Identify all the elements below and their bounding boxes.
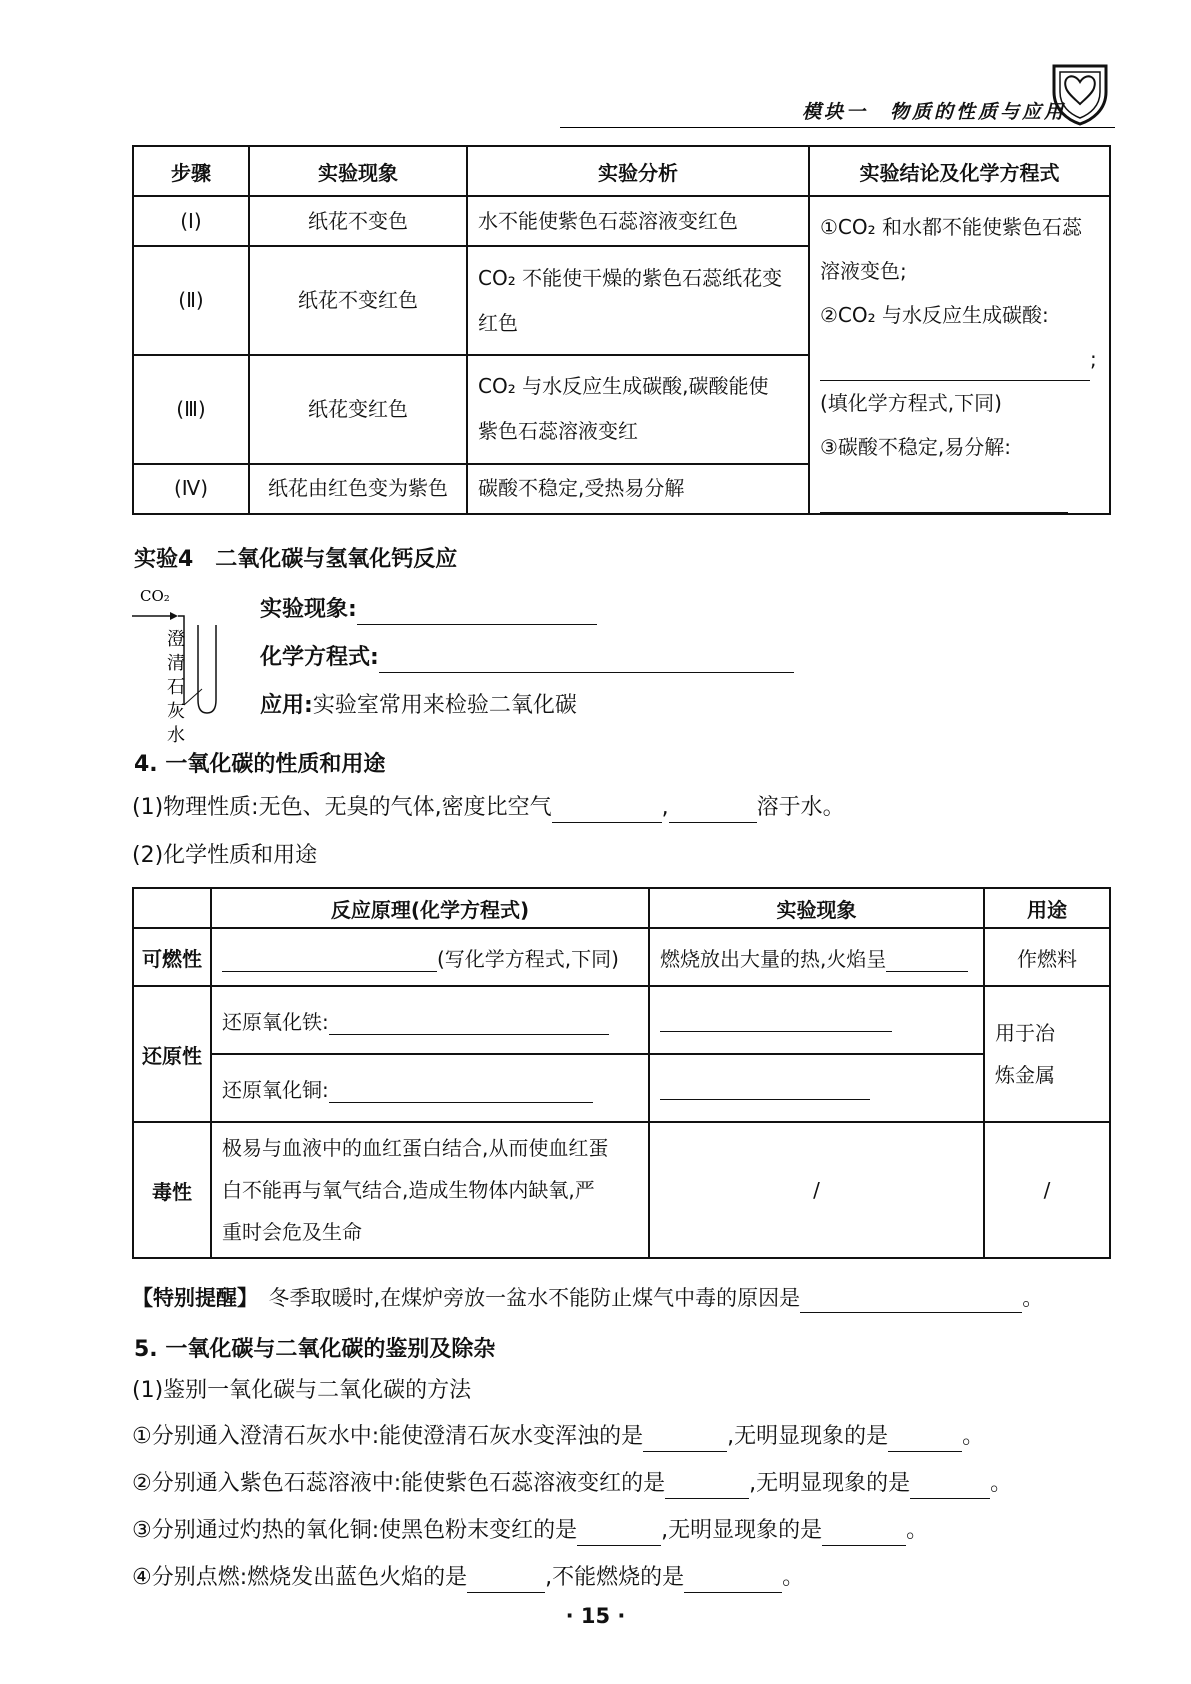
conclusion-line-5: (填化学方程式,下同) (820, 391, 1002, 415)
analysis-cell: CO₂ 不能使干燥的紫色石蕊纸花变 红色 (467, 246, 809, 355)
col-header-step: 步骤 (133, 146, 249, 196)
toxicity-principle: 极易与血液中的血红蛋白结合,从而使血红蛋 白不能再与氧气结合,造成生物体内缺氧,严 重时会危及生命 (211, 1122, 649, 1258)
analysis-cell: 水不能使紫色石蕊溶液变红色 (467, 196, 809, 246)
svg-text:石: 石 (167, 677, 185, 698)
conclusion-line-1: ①CO₂ 和水都不能使紫色石蕊 (820, 215, 1083, 239)
exp4-equation: 化学方程式: (260, 643, 794, 673)
table-row (133, 196, 1110, 246)
combustion-phenomenon: 燃烧放出大量的热,火焰呈 (649, 928, 984, 986)
conclusion-cell (809, 196, 1110, 514)
header-rule (560, 127, 1115, 128)
svg-text:清: 清 (167, 653, 185, 674)
col-header-phenomenon: 实验现象 (249, 146, 467, 196)
step-cell: (Ⅲ) (133, 355, 249, 464)
table-row (133, 1054, 1110, 1122)
conclusion-blank-2 (820, 469, 1099, 513)
reduction-fe-phenomenon (649, 986, 984, 1054)
method-1: ①分别通入澄清石灰水中:能使澄清石灰水变浑浊的是 ,无明显现象的是 。 (132, 1422, 984, 1452)
toxicity-phenomenon: / (649, 1122, 984, 1258)
conclusion-line-3: ②CO₂ 与水反应生成碳酸: (820, 303, 1049, 327)
method-2: ②分别通入紫色石蕊溶液中:能使紫色石蕊溶液变红的是 ,无明显现象的是 。 (132, 1469, 1012, 1499)
co-properties-table (132, 887, 1111, 1259)
co2-experiment-table (132, 145, 1111, 515)
svg-text:澄: 澄 (167, 629, 185, 650)
section5-title: 5. 一氧化碳与二氧化碳的鉴别及除杂 (134, 1337, 496, 1362)
analysis-cell: 碳酸不稳定,受热易分解 (467, 464, 809, 514)
reduction-use: 用于冶 炼金属 (984, 986, 1110, 1122)
method-3: ③分别通过灼热的氧化铜:使黑色粉末变红的是 ,无明显现象的是 。 (132, 1516, 928, 1546)
toxicity-use: / (984, 1122, 1110, 1258)
svg-text:灰: 灰 (167, 701, 185, 722)
analysis-cell: CO₂ 与水反应生成碳酸,碳酸能使 紫色石蕊溶液变红 (467, 355, 809, 464)
col-header-phenomenon: 实验现象 (649, 888, 984, 928)
combustion-label: 可燃性 (133, 928, 211, 986)
step-cell: (Ⅰ) (133, 196, 249, 246)
phenomenon-cell: 纸花不变红色 (249, 246, 467, 355)
col-header-blank (133, 888, 211, 928)
exp4-title: 实验4 二氧化碳与氢氧化钙反应 (134, 547, 458, 572)
reduction-cu: 还原氧化铜: (211, 1054, 649, 1122)
section5-subtitle: (1)鉴别一氧化碳与二氧化碳的方法 (132, 1378, 472, 1403)
combustion-use: 作燃料 (984, 928, 1110, 986)
co-physical-properties: (1)物理性质:无色、无臭的气体,密度比空气 , 溶于水。 (132, 793, 845, 823)
col-header-conclusion: 实验结论及化学方程式 (809, 146, 1110, 196)
combustion-principle: (写化学方程式,下同) (211, 928, 649, 986)
phenomenon-cell: 纸花不变色 (249, 196, 467, 246)
method-4: ④分别点燃:燃烧发出蓝色火焰的是 ,不能燃烧的是 。 (132, 1563, 804, 1593)
conclusion-line-2: 溶液变色; (820, 259, 907, 283)
module-title: 模块一 物质的性质与应用 (801, 101, 1066, 123)
conclusion-line-6: ③碳酸不稳定,易分解: (820, 435, 1012, 459)
reduction-cu-phenomenon (649, 1054, 984, 1122)
col-header-analysis: 实验分析 (467, 146, 809, 196)
svg-text:CO₂: CO₂ (140, 587, 170, 605)
step-cell: (Ⅳ) (133, 464, 249, 514)
phenomenon-cell: 纸花变红色 (249, 355, 467, 464)
toxicity-label: 毒性 (133, 1122, 211, 1258)
phenomenon-cell: 纸花由红色变为紫色 (249, 464, 467, 514)
publisher-logo (1048, 60, 1112, 126)
reduction-label: 还原性 (133, 986, 211, 1122)
table-row (133, 1122, 1110, 1258)
co-chemical-properties-heading: (2)化学性质和用途 (132, 843, 318, 868)
svg-text:水: 水 (167, 725, 185, 746)
step-cell: (Ⅱ) (133, 246, 249, 355)
exp4-phenomenon: 实验现象: (260, 595, 597, 625)
conclusion-blank-1: ; (820, 337, 1099, 381)
section4-title: 4. 一氧化碳的性质和用途 (134, 752, 386, 777)
col-header-principle: 反应原理(化学方程式) (211, 888, 649, 928)
col-header-use: 用途 (984, 888, 1110, 928)
exp4-application: 应用:实验室常用来检验二氧化碳 (260, 693, 577, 718)
table-row (133, 986, 1110, 1054)
special-reminder: 【特别提醒】 冬季取暖时,在煤炉旁放一盆水不能防止煤气中毒的原因是 。 (132, 1283, 1043, 1313)
test-tube-diagram (132, 585, 222, 746)
page-number: · 15 · (565, 1604, 626, 1628)
table-row (133, 928, 1110, 986)
reduction-fe: 还原氧化铁: (211, 986, 649, 1054)
